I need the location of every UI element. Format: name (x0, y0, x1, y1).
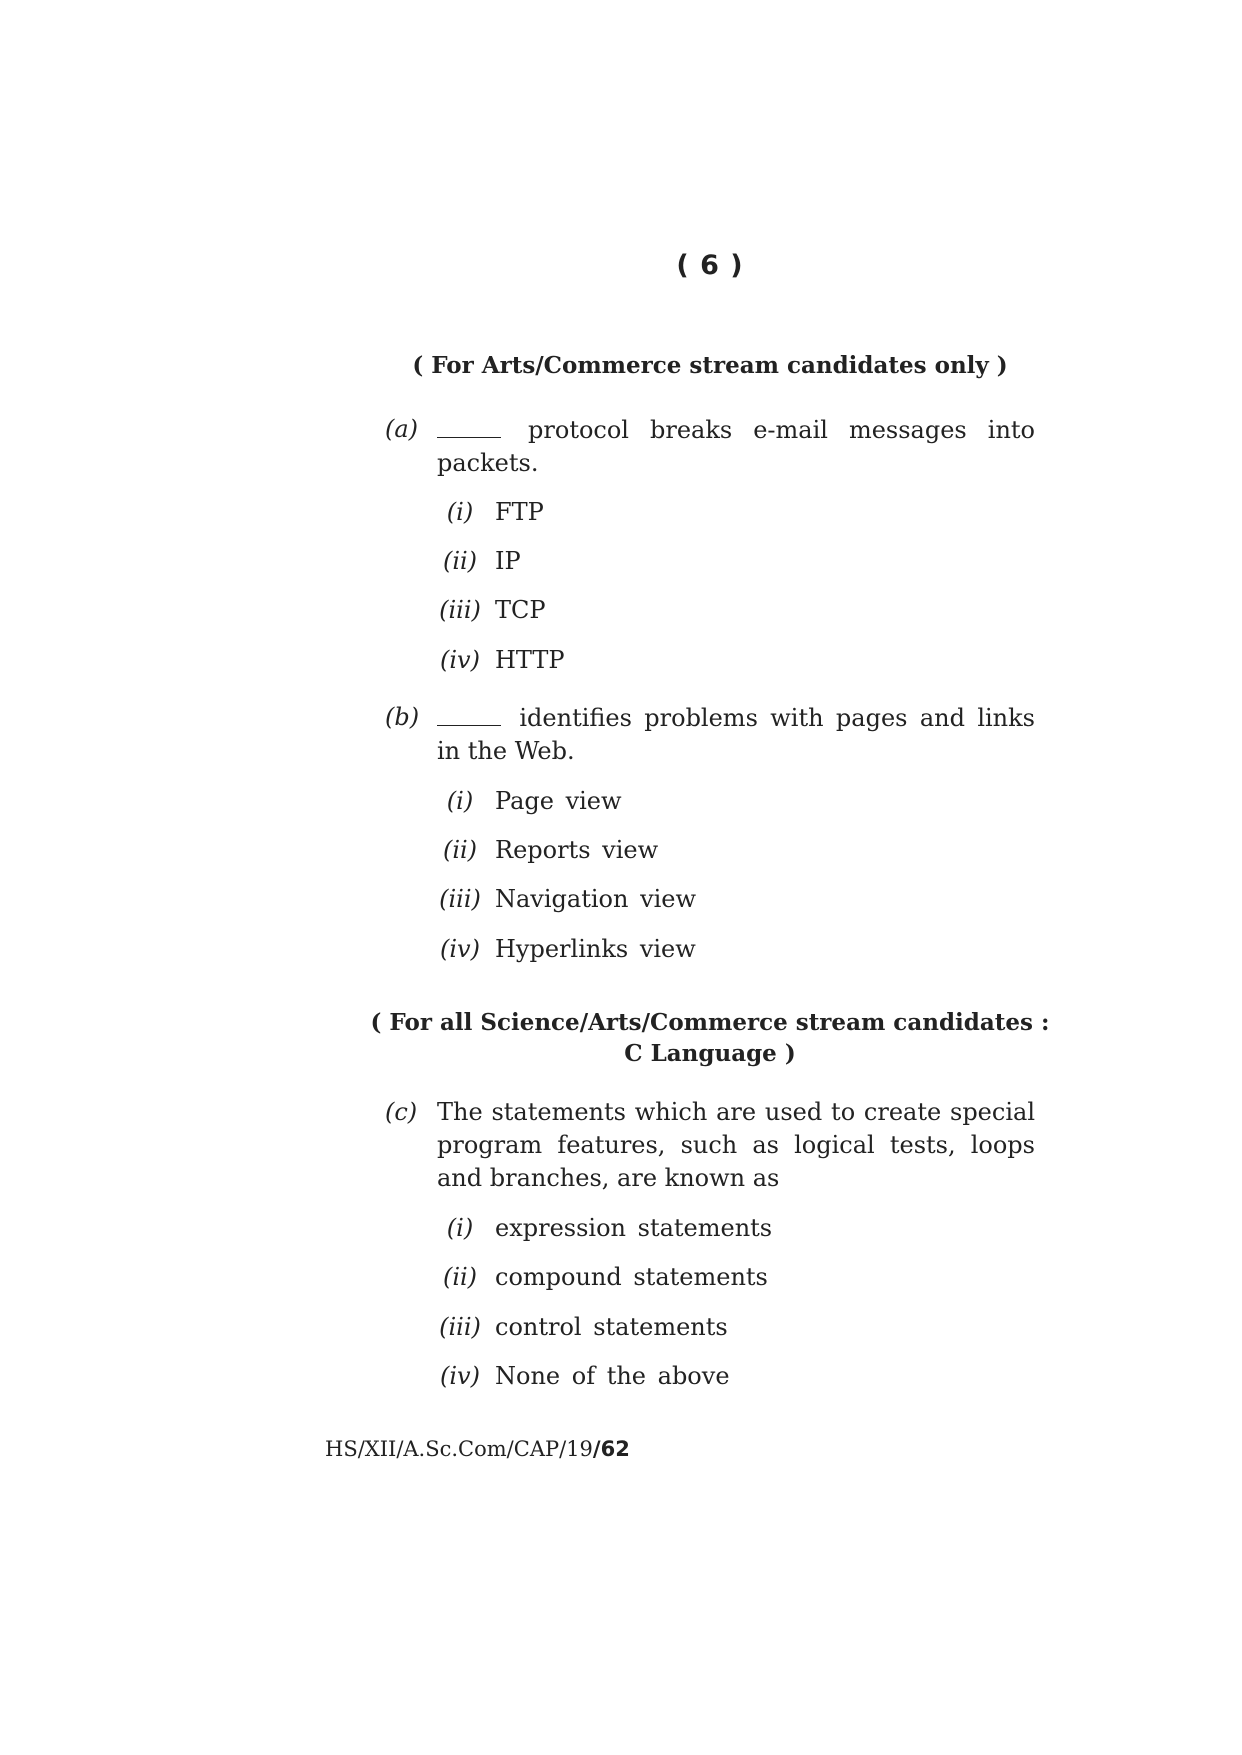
option-i: (i) Page view (446, 787, 622, 815)
option-iv: (iv) None of the above (440, 1362, 730, 1390)
option-i: (i) expression statements (446, 1214, 773, 1242)
section-heading-c-language (350, 1007, 1070, 1069)
page-number: ( 6 ) (676, 250, 744, 281)
section-heading-arts-commerce: ( For Arts/Commerce stream candidates only ) (412, 352, 1008, 379)
option-i: (i) FTP (446, 498, 544, 526)
option-iv: (iv) HTTP (440, 646, 565, 674)
question-text: identifies problems with pages and links in the Web. (437, 701, 1035, 768)
answer-blank (437, 701, 501, 726)
question-text: protocol breaks e-mail messages into packets. (437, 413, 1035, 480)
option-iv: (iv) Hyperlinks view (440, 935, 696, 963)
option-iii: (iii) TCP (439, 596, 546, 624)
section-heading-line: ( For all Science/Arts/Commerce stream candidates : (370, 1009, 1050, 1036)
question-label: (b) (385, 703, 420, 731)
option-iii: (iii) Navigation view (439, 885, 697, 913)
option-iii: (iii) control statements (439, 1313, 728, 1341)
question-text: The statements which are used to create special program features, such as logical tests, loops and branches, are known as (437, 1098, 1035, 1192)
paper-code: HS/XII/A.Sc.Com/CAP/19/62 (325, 1437, 630, 1461)
option-ii: (ii) Reports view (442, 836, 659, 864)
question-label: (a) (385, 415, 419, 443)
option-ii: (ii) compound statements (442, 1263, 768, 1291)
section-heading-line: C Language ) (624, 1040, 796, 1067)
answer-blank (437, 413, 501, 438)
question-label: (c) (385, 1098, 418, 1126)
option-ii: (ii) IP (442, 547, 521, 575)
